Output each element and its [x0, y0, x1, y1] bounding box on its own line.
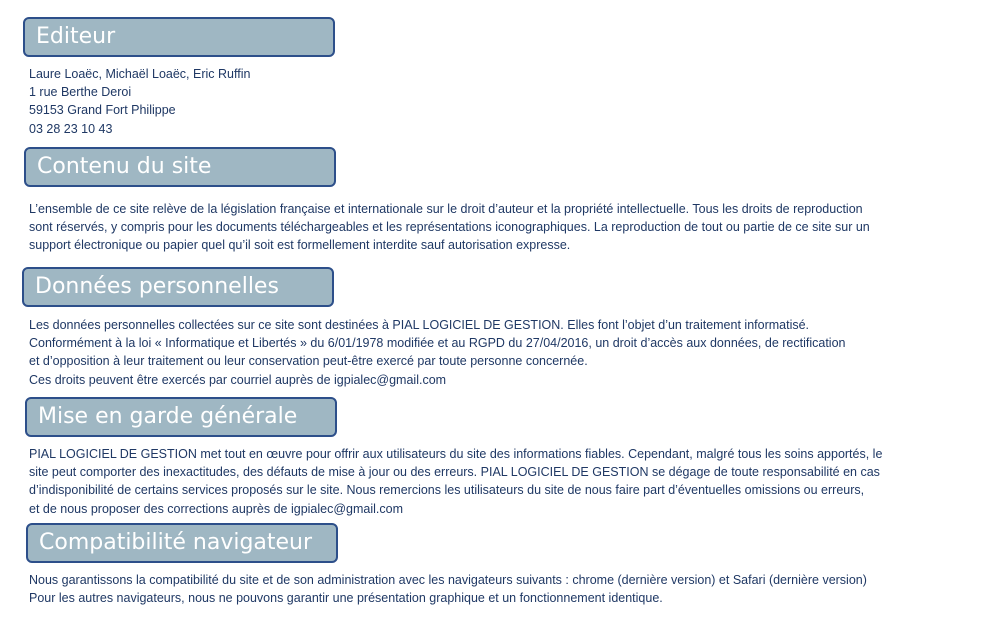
section-header-contenu [24, 147, 336, 187]
section-title: Editeur [36, 24, 116, 49]
paragraph-line: PIAL LOGICIEL DE GESTION met tout en œuvre pour offrir aux utilisateurs du site des informations fiables. Cependant, malgré tous les soins apportés, le [29, 447, 883, 461]
section-title: Compatibilité navigateur [39, 530, 313, 555]
editor-names: Laure Loaëc, Michaël Loaëc, Eric Ruffin [29, 67, 251, 81]
paragraph-line: Ces droits peuvent être exercés par courriel auprès de igpialec@gmail.com [29, 372, 447, 387]
paragraph-line: Nous garantissons la compatibilité du site et de son administration avec les navigateurs suivants : chrome (dernière version) et Safari (dernière version) [29, 573, 867, 587]
editor-street: 1 rue Berthe Deroi [29, 85, 132, 100]
section-title: Données personnelles [35, 274, 279, 299]
section-header-mise-en-garde [25, 397, 337, 437]
paragraph-line: d’indisponibilité de certains services proposés sur le site. Nous remercions les utilisateurs du site de nous faire part d’éventuelles omissions ou erreurs, [29, 483, 865, 498]
editor-phone: 03 28 23 10 43 [29, 121, 113, 136]
paragraph-line: Pour les autres navigateurs, nous ne pouvons garantir une présentation graphique et un fonctionnement identique. [29, 591, 663, 606]
section-body-donnees [29, 316, 974, 389]
section-header-compatibilite [26, 523, 338, 563]
section-header-editeur [23, 17, 335, 57]
section-title: Mise en garde générale [38, 404, 298, 429]
paragraph-line: L’ensemble de ce site relève de la législation française et internationale sur le droit d’auteur et la propriété intellectuelle. Tous les droits de reproduction [29, 202, 863, 216]
paragraph-line: et d’opposition à leur traitement ou leur conservation peut-être exercé par toute personne concernée. [29, 354, 588, 369]
section-body-editeur [29, 65, 974, 138]
paragraph-line: site peut comporter des inexactitudes, des défauts de mise à jour ou des erreurs. PIAL LOGICIEL DE GESTION se dégage de toute responsabilité en cas [29, 465, 880, 480]
paragraph-line: Conformément à la loi « Informatique et Libertés » du 6/01/1978 modifiée et au RGPD du 27/04/2016, un droit d’accès aux données, de rectification [29, 336, 846, 351]
paragraph-line: support électronique ou papier quel qu’il soit est formellement interdite sauf autorisation expresse. [29, 238, 571, 253]
section-body-mise-en-garde [29, 445, 974, 518]
section-title: Contenu du site [37, 154, 212, 179]
paragraph-line: sont réservés, y compris pour les documents téléchargeables et les représentations iconographiques. La reproduction de tout ou partie de ce site sur un [29, 220, 870, 235]
section-body-contenu [29, 200, 974, 255]
paragraph-line: et de nous proposer des corrections auprès de igpialec@gmail.com [29, 501, 403, 516]
section-body-compatibilite [29, 571, 974, 607]
editor-city: 59153 Grand Fort Philippe [29, 103, 176, 118]
section-header-donnees [22, 267, 334, 307]
paragraph-line: Les données personnelles collectées sur ce site sont destinées à PIAL LOGICIEL DE GESTION. Elles font l’objet d’un traitement informatisé. [29, 318, 810, 332]
